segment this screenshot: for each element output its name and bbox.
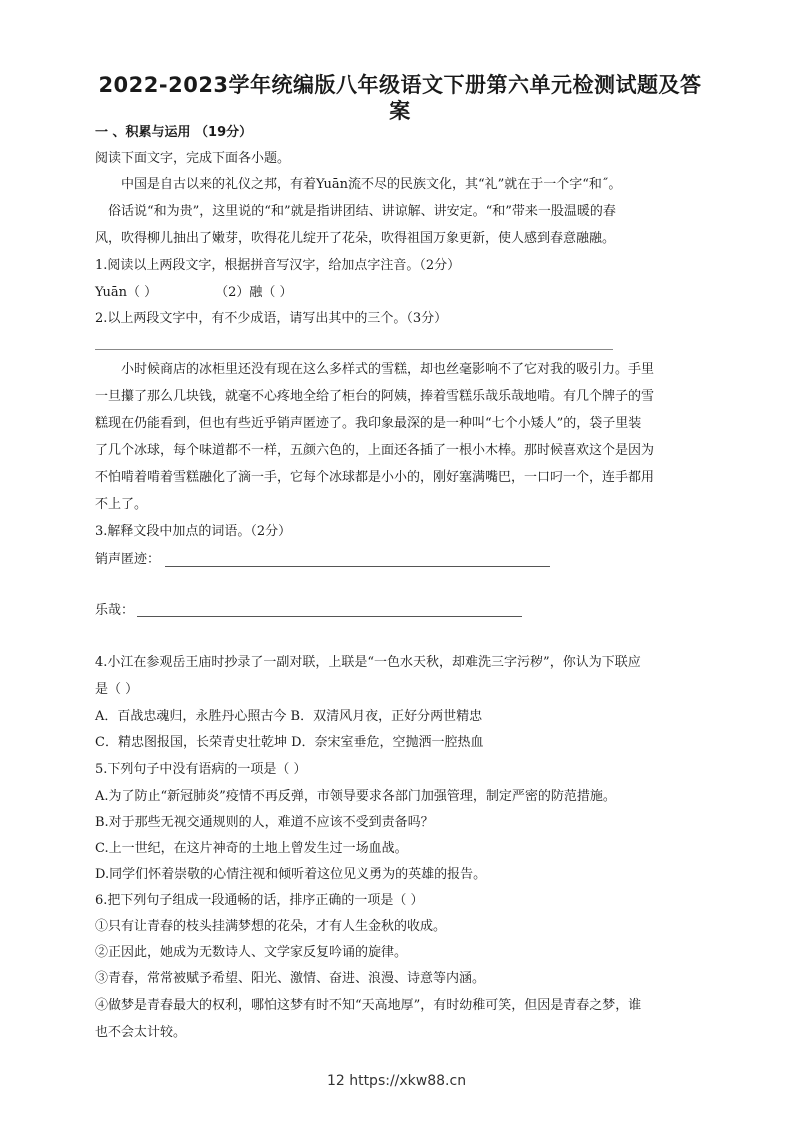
passage-line-4: 了几个冰球，每个味道都不一样，五颜六色的，上面还各插了一根小木棒。那时候喜欢这个是因为 <box>95 443 655 458</box>
question-3-term-a: 销声匿迹： <box>95 552 161 567</box>
question-1-answers <box>95 284 700 302</box>
question-1-item-b: （2）融（ ） <box>215 285 293 300</box>
question-2: 2.以上两段文字中，有不少成语，请写出其中的三个。（3分） <box>95 311 448 326</box>
question-3: 3.解释文段中加点的词语。（2分） <box>95 524 292 539</box>
instruction-text: 阅读下面文字，完成下面各小题。 <box>95 151 291 166</box>
question-3-term-b: 乐哉： <box>95 603 135 618</box>
question-4-line-2: 是（ ） <box>95 682 139 697</box>
passage-line-1: 小时候商店的冰柜里还没有现在这么多样式的雪糕，却也丝毫影响不了它对我的吸引力。手里 <box>121 362 655 377</box>
question-6-sentence-4-line-2: 也不会太计较。 <box>95 1025 187 1040</box>
question-4-options-ab: A．百战忠魂归，永胜丹心照古今 B．双清风月夜，正好分两世精忠 <box>95 709 483 724</box>
passage-line-3: 糕现在仍能看到，但也有些近乎销声匿迹了。我印象最深的是一种叫“七个小矮人”的，袋子里装 <box>95 416 642 431</box>
section-heading: 一 、积累与运用 （19分） <box>95 125 253 140</box>
question-6-sentence-3: ③青春，常常被赋予希望、阳光、激情、奋进、浪漫、诗意等内涵。 <box>95 971 486 986</box>
document-title-line-2: 案 <box>389 99 411 123</box>
question-5-option-b: B.对于那些无视交通规则的人，难道不应该不受到责备吗？ <box>95 815 434 830</box>
question-1-item-a: Yuān（ ） <box>95 285 158 300</box>
question-4-options-cd: C．精忠图报国，长荣青史壮乾坤 D．奈宋室垂危，空抛洒一腔热血 <box>95 735 484 750</box>
paragraph-2-line-2: 风，吹得柳儿抽出了嫩芽，吹得花儿绽开了花朵，吹得祖国万象更新，使人感到春意融融。 <box>95 231 616 246</box>
question-6-sentence-1: ①只有让青春的枝头挂满梦想的花朵，才有人生金秋的收成。 <box>95 919 447 934</box>
answer-line-term-b <box>137 616 522 617</box>
question-1: 1.阅读以上两段文字，根据拼音写汉字，给加点字注音。（2分） <box>95 258 461 273</box>
question-5-option-c: C.上一世纪，在这片神奇的土地上曾发生过一场血战。 <box>95 841 408 856</box>
question-6: 6.把下列句子组成一段通畅的话，排序正确的一项是（ ） <box>95 893 424 908</box>
document-title-line-1: 2022-2023学年统编版八年级语文下册第六单元检测试题及答 <box>98 73 702 97</box>
question-6-sentence-4-line-1: ④做梦是青春最大的权利，哪怕这梦有时不知“天高地厚”，有时幼稚可笑，但因是青春之梦，谁 <box>95 998 642 1013</box>
passage-line-2: 一旦攥了那么几块钱，就毫不心疼地全给了柜台的阿姨，捧着雪糕乐哉乐哉地啃。有几个牌子的雪 <box>95 389 655 404</box>
question-6-sentence-2: ②正因此，她成为无数诗人、文学家反复吟诵的旋律。 <box>95 945 408 960</box>
paragraph-2-line-1: 俗话说“和为贵”，这里说的“和”就是指讲团结、讲谅解、讲安定。“和”带来一股温暖的春 <box>108 204 616 219</box>
answer-line-q2 <box>95 349 613 350</box>
paragraph-1: 中国是自古以来的礼仪之邦，有着Yuān流不尽的民族文化，其“礼”就在于一个字“和˝。 <box>121 177 622 192</box>
question-4-line-1: 4.小江在参观岳王庙时抄录了一副对联，上联是“一色水天秋，却难洗三字污秽”，你认为下联应 <box>95 655 641 670</box>
page-footer: 12 https://xkw88.cn <box>326 1073 467 1089</box>
answer-line-term-a <box>165 566 550 567</box>
passage-line-5: 不怕啃着啃着雪糕融化了滴一手，它每个冰球都是小小的，刚好塞满嘴巴，一口叼一个，连手都用 <box>95 470 655 485</box>
question-5-option-d: D.同学们怀着崇敬的心情注视和倾听着这位见义勇为的英雄的报告。 <box>95 867 487 882</box>
question-5-option-a: A.为了防止“新冠肺炎”疫情不再反弹，市领导要求各部门加强管理，制定严密的防范措施。 <box>95 789 616 804</box>
passage-line-6: 不上了。 <box>95 497 148 512</box>
question-5: 5.下列句子中没有语病的一项是（ ） <box>95 762 307 777</box>
